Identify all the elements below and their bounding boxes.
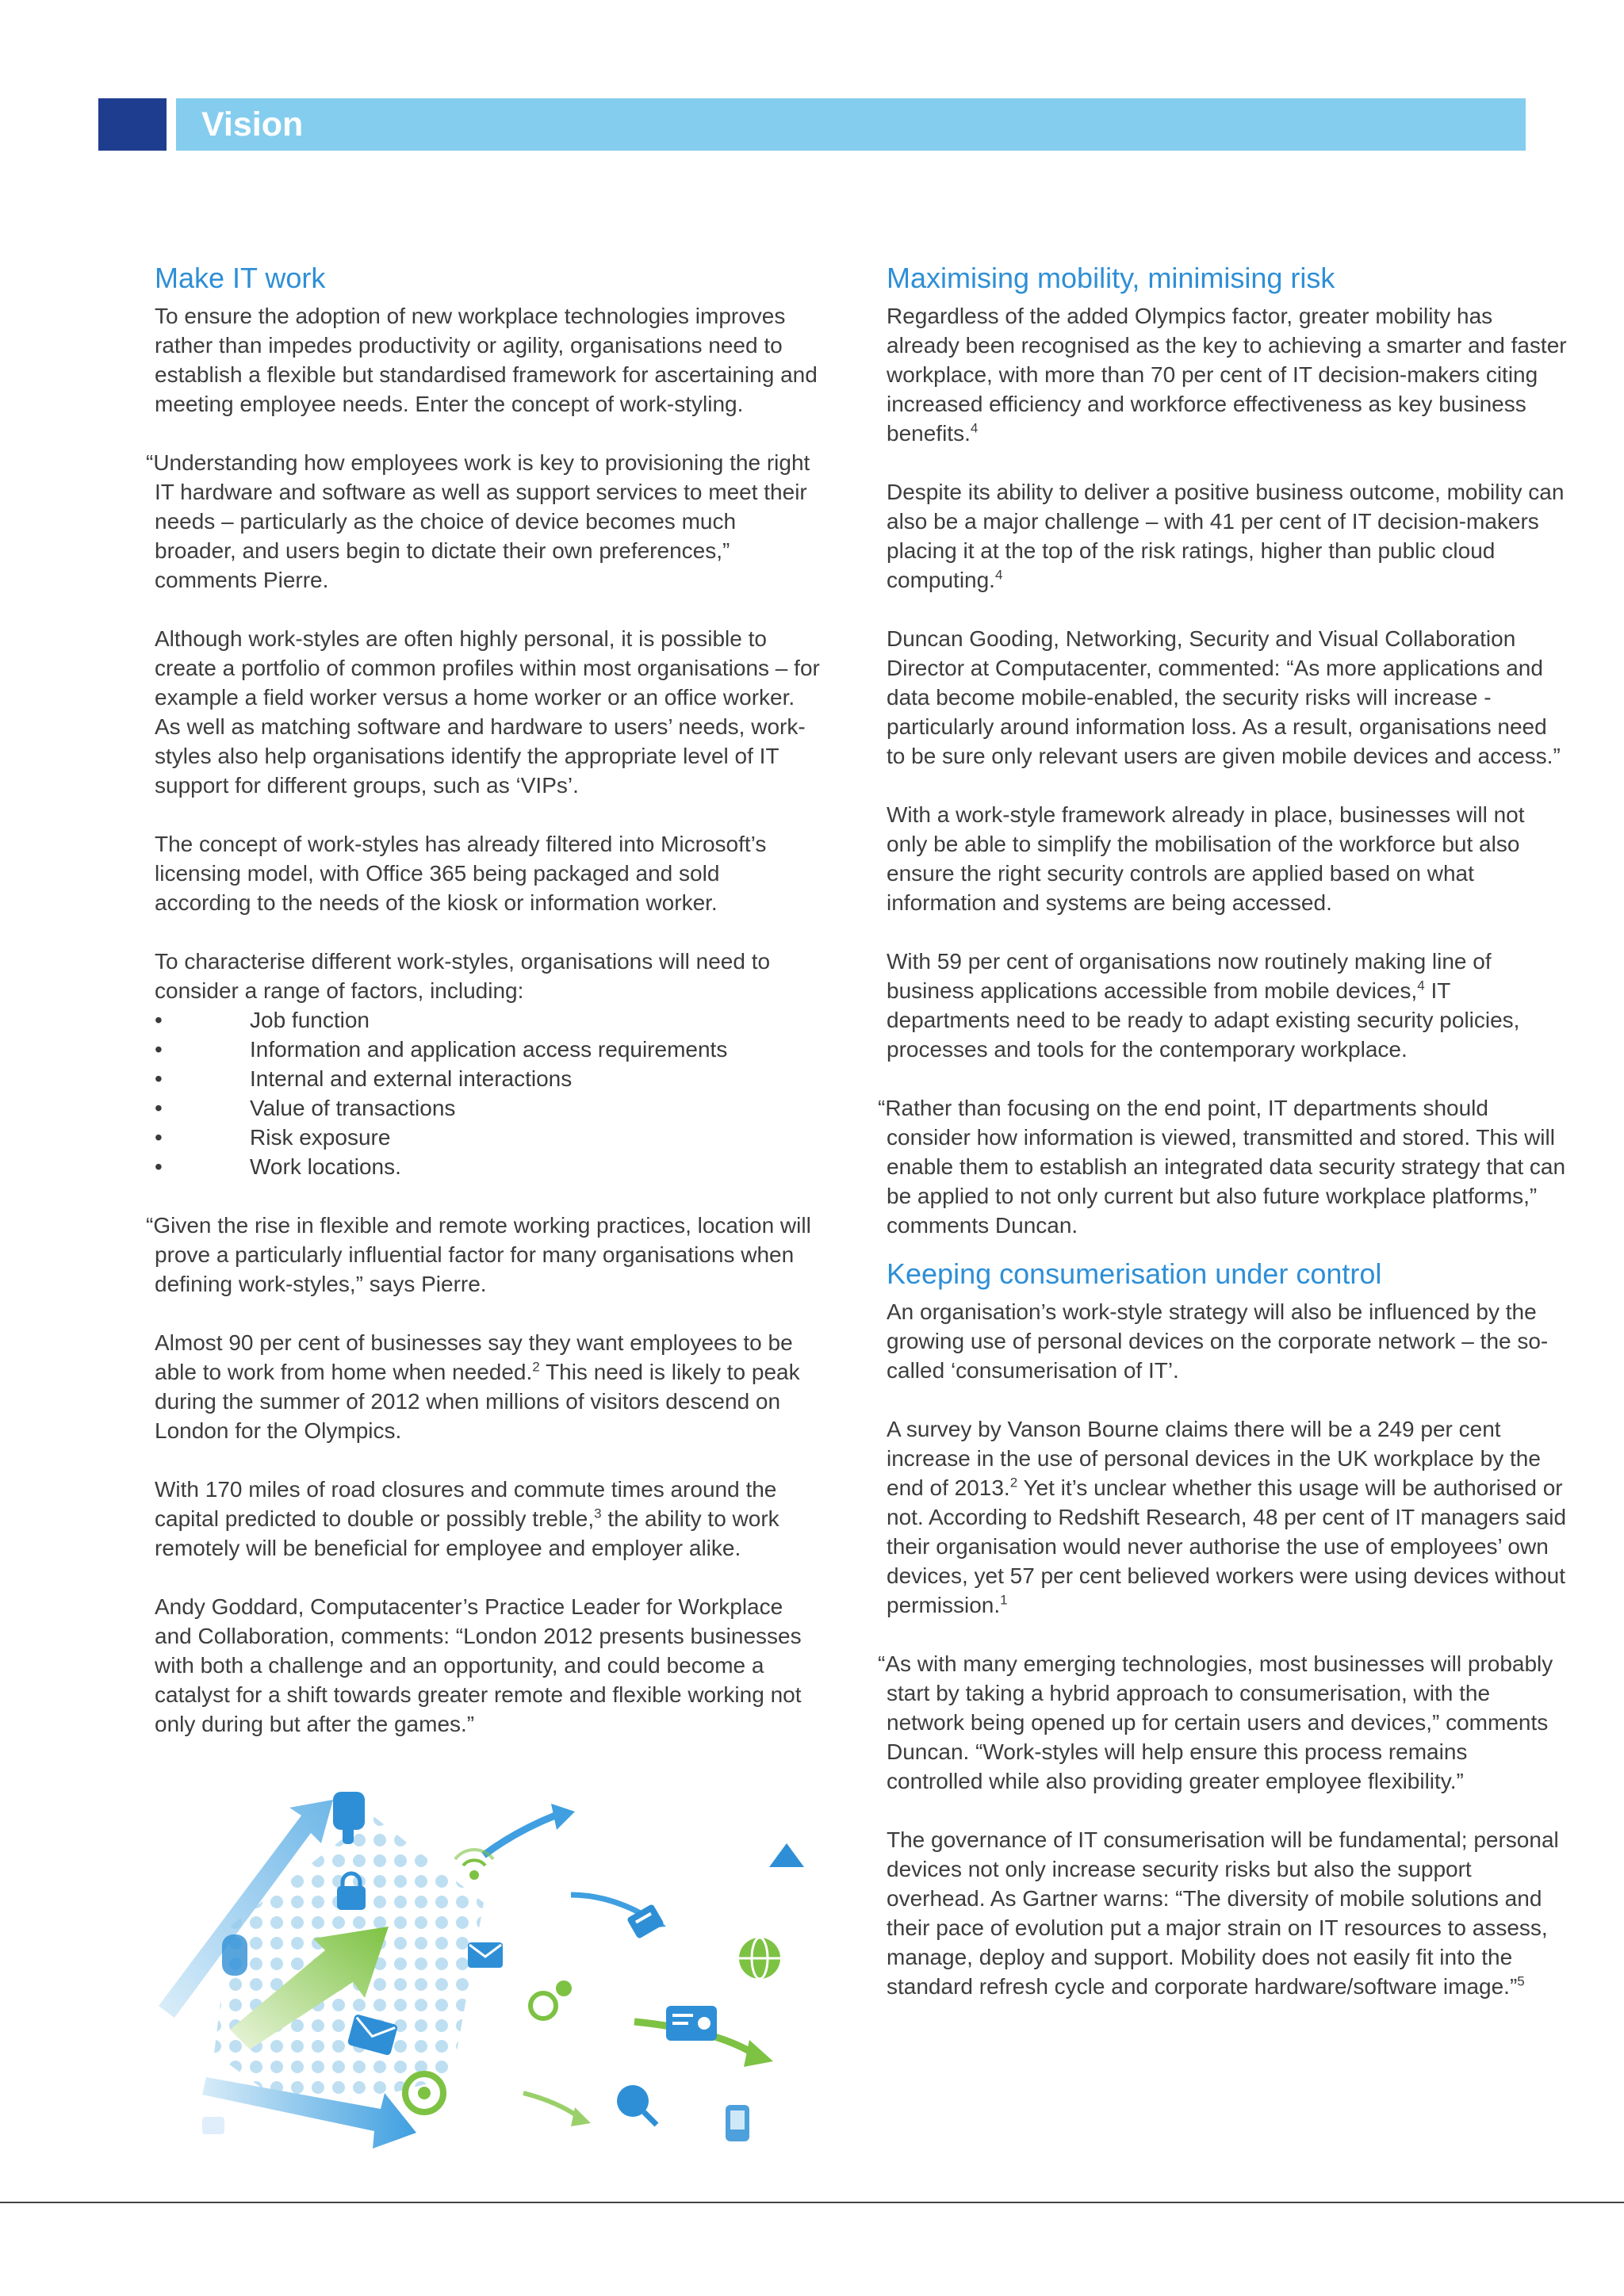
paragraph: Regardless of the added Olympics factor, greater mobility has already been recognised as the key to achieving a smarter and faster workplace, with more than 70 per cent of IT decision-makers citing increased efficiency and workforce effectiveness as key business benefits.$^4$ xyxy=(887,304,1567,446)
list-item-text: Job function xyxy=(250,1008,370,1032)
left-column xyxy=(146,262,821,1739)
list-item xyxy=(155,1152,821,1181)
paragraph: To ensure the adoption of new workplace technologies improves rather than impedes productivity or agility, organisations need to establish a flexible but standardised framework for ascertaining and meeting employee needs. Enter the concept of work-styling. xyxy=(155,304,818,416)
footnote-ref: 1 xyxy=(1000,1592,1008,1608)
mouse-icon xyxy=(222,1934,247,1976)
vip-badge-icon xyxy=(202,2117,224,2134)
paragraph: Andy Goddard, Computacenter’s Practice Leader for Workplace and Collaboration, comments: “London 2012 presents businesses with both a challenge and an opportunity, and could become a catalyst for a shift towards greater remote and flexible working not only during but after the games.” xyxy=(155,1594,802,1736)
quote-paragraph: “Understanding how employees work is key to provisioning the right IT hardware and software as well as support services to meet their needs – particularly as the choice of device becomes much broader, and users begin to dictate their own preferences,” comments Pierre. xyxy=(146,450,810,592)
bullet-icon: • xyxy=(155,1154,163,1179)
paragraph: To characterise different work-styles, organisations will need to consider a range of factors, including: xyxy=(155,949,771,1003)
list-item-text: Information and application access requirements xyxy=(250,1037,728,1062)
footnote-ref: 2 xyxy=(1009,1475,1018,1490)
footnote-ref: 4 xyxy=(970,420,979,436)
paragraph: With 59 per cent of organisations now routinely making line of business applications accessible from mobile devices,$^4$ IT departments need to be ready to adapt existing security policies, processes and tools for the contemporary workplace. xyxy=(887,949,1520,1062)
list-item xyxy=(155,1064,821,1093)
paragraph: Despite its ability to deliver a positive business outcome, mobility can also be a major challenge – with 41 per cent of IT decision-makers placing it at the top of the risk ratings, higher than public cloud computing.$^4$ xyxy=(887,480,1565,592)
wifi-signal-icon xyxy=(455,1850,493,1880)
paragraph: A survey by Vanson Bourne claims there will be a 249 per cent increase in the use of personal devices in the UK workplace by the end of 2013.$^2$ Yet it’s unclear whether this usage will be authorised or not. According to Redshift Research, 48 per cent of IT managers said their organisation would never authorise the use of employees’ own devices, yet 57 per cent believed workers were using devices without permission.$^1$ xyxy=(887,1417,1567,1617)
list-item xyxy=(155,1005,821,1035)
bullet-icon: • xyxy=(155,1096,163,1120)
footnote-ref: 4 xyxy=(1417,978,1425,993)
quote-paragraph: “Rather than focusing on the end point, IT departments should consider how information is viewed, transmitted and stored. This will enable them to establish an integrated data security strategy that can be applied to not only current but also future workplace platforms,” comments Duncan. xyxy=(878,1096,1566,1238)
factors-list xyxy=(155,1005,821,1181)
bullet-icon: • xyxy=(155,1037,163,1062)
footer-rule xyxy=(0,2202,1624,2203)
footnote-ref: 2 xyxy=(532,1359,540,1375)
heading-make-it-work: Make IT work xyxy=(155,262,326,294)
list-item-text: Internal and external interactions xyxy=(250,1066,573,1091)
arrow-green-small xyxy=(523,2093,579,2117)
header-dark-block xyxy=(98,98,167,151)
bullet-icon: • xyxy=(155,1125,163,1150)
paragraph: An organisation’s work-style strategy will also be influenced by the growing use of personal devices on the corporate network – the so-called ‘consumerisation of IT’. xyxy=(887,1299,1549,1383)
arrow-green-right-head xyxy=(744,2040,773,2067)
quote-paragraph: “Given the rise in flexible and remote working practices, location will prove a particularly influential factor for many organisations when defining work-styles,” says Pierre. xyxy=(146,1213,811,1296)
section-header xyxy=(98,98,1526,151)
envelope-icon xyxy=(468,1942,503,1968)
quote-paragraph: “As with many emerging technologies, most businesses will probably start by taking a hybrid approach to consumerisation, with the network being opened up for certain users and devices,” comments Duncan. “Work-styles will help ensure this process remains controlled while also providing greater employee flexibility.” xyxy=(878,1651,1553,1793)
arrow-green-small-head xyxy=(571,2107,591,2126)
paragraph: Duncan Gooding, Networking, Security and Visual Collaboration Director at Computacenter, commented: “As more applications and data become mobile-enabled, the security risks will increase - particularly around information loss. As a result, organisations need to be sure only relevant users are given mobile devices and access.” xyxy=(887,626,1561,768)
list-item xyxy=(155,1123,821,1152)
header-light-band xyxy=(176,98,1526,151)
list-item xyxy=(155,1035,821,1064)
heading-consumerisation: Keeping consumerisation under control xyxy=(887,1257,1382,1290)
bullet-icon: • xyxy=(155,1008,163,1032)
arrow-blue-top xyxy=(484,1816,555,1855)
tag-icon xyxy=(769,1843,804,1867)
id-card-icon xyxy=(666,2006,717,2041)
paragraph: Although work-styles are often highly personal, it is possible to create a portfolio of common profiles within most organisations – for example a field worker versus a home worker or an office worker. As well as matching software and hardware to users’ needs, work-styles also help organisations identify the appropriate level of IT support for different groups, such as ‘VIPs’. xyxy=(155,626,820,798)
list-item-text: Risk exposure xyxy=(250,1125,391,1150)
bullet-icon: • xyxy=(155,1066,163,1091)
footnote-ref: 4 xyxy=(994,567,1003,583)
arrow-blue-top-head xyxy=(551,1804,575,1830)
paragraph: Almost 90 per cent of businesses say they want employees to be able to work from home when needed.$^2$ This need is likely to peak during the summer of 2012 when millions of visitors descend on London for the Olympics. xyxy=(155,1330,800,1443)
paragraph: With 170 miles of road closures and commute times around the capital predicted to double or possibly treble,$^3$ the ability to work remotely will be beneficial for employee and employer alike. xyxy=(155,1477,779,1560)
paragraph: The concept of work-styles has already filtered into Microsoft’s licensing model, with Office 365 being packaged and sold according to the needs of the kiosk or information worker. xyxy=(155,832,767,915)
list-item-text: Value of transactions xyxy=(250,1096,456,1120)
list-item-text: Work locations. xyxy=(250,1154,401,1179)
section-title: Vision xyxy=(201,105,304,144)
footnote-ref: 3 xyxy=(594,1506,602,1521)
phone-icon xyxy=(726,2105,749,2141)
footnote-ref: 5 xyxy=(1517,1973,1525,1989)
technology-illustration xyxy=(143,1768,841,2156)
search-globe-icon xyxy=(617,2085,657,2125)
paragraph: With a work-style framework already in place, businesses will not only be able to simplify the mobilisation of the workforce but also ensure the right security controls are applied based on what information and systems are being accessed. xyxy=(887,802,1525,915)
paragraph: The governance of IT consumerisation will be fundamental; personal devices not only increase security risks but also the support overhead. As Gartner warns: “The diversity of mobile solutions and their pace of evolution put a major strain on IT resources to assess, manage, deploy and support. Mobility does not easily fit into the standard refresh cycle and corporate hardware/software image.”$^5$ xyxy=(887,1827,1559,1999)
right-column xyxy=(878,262,1568,2001)
globe-icon xyxy=(739,1938,780,1979)
heading-maximising-mobility: Maximising mobility, minimising risk xyxy=(887,262,1335,294)
list-item xyxy=(155,1093,821,1123)
gear-icon xyxy=(530,1980,572,2019)
